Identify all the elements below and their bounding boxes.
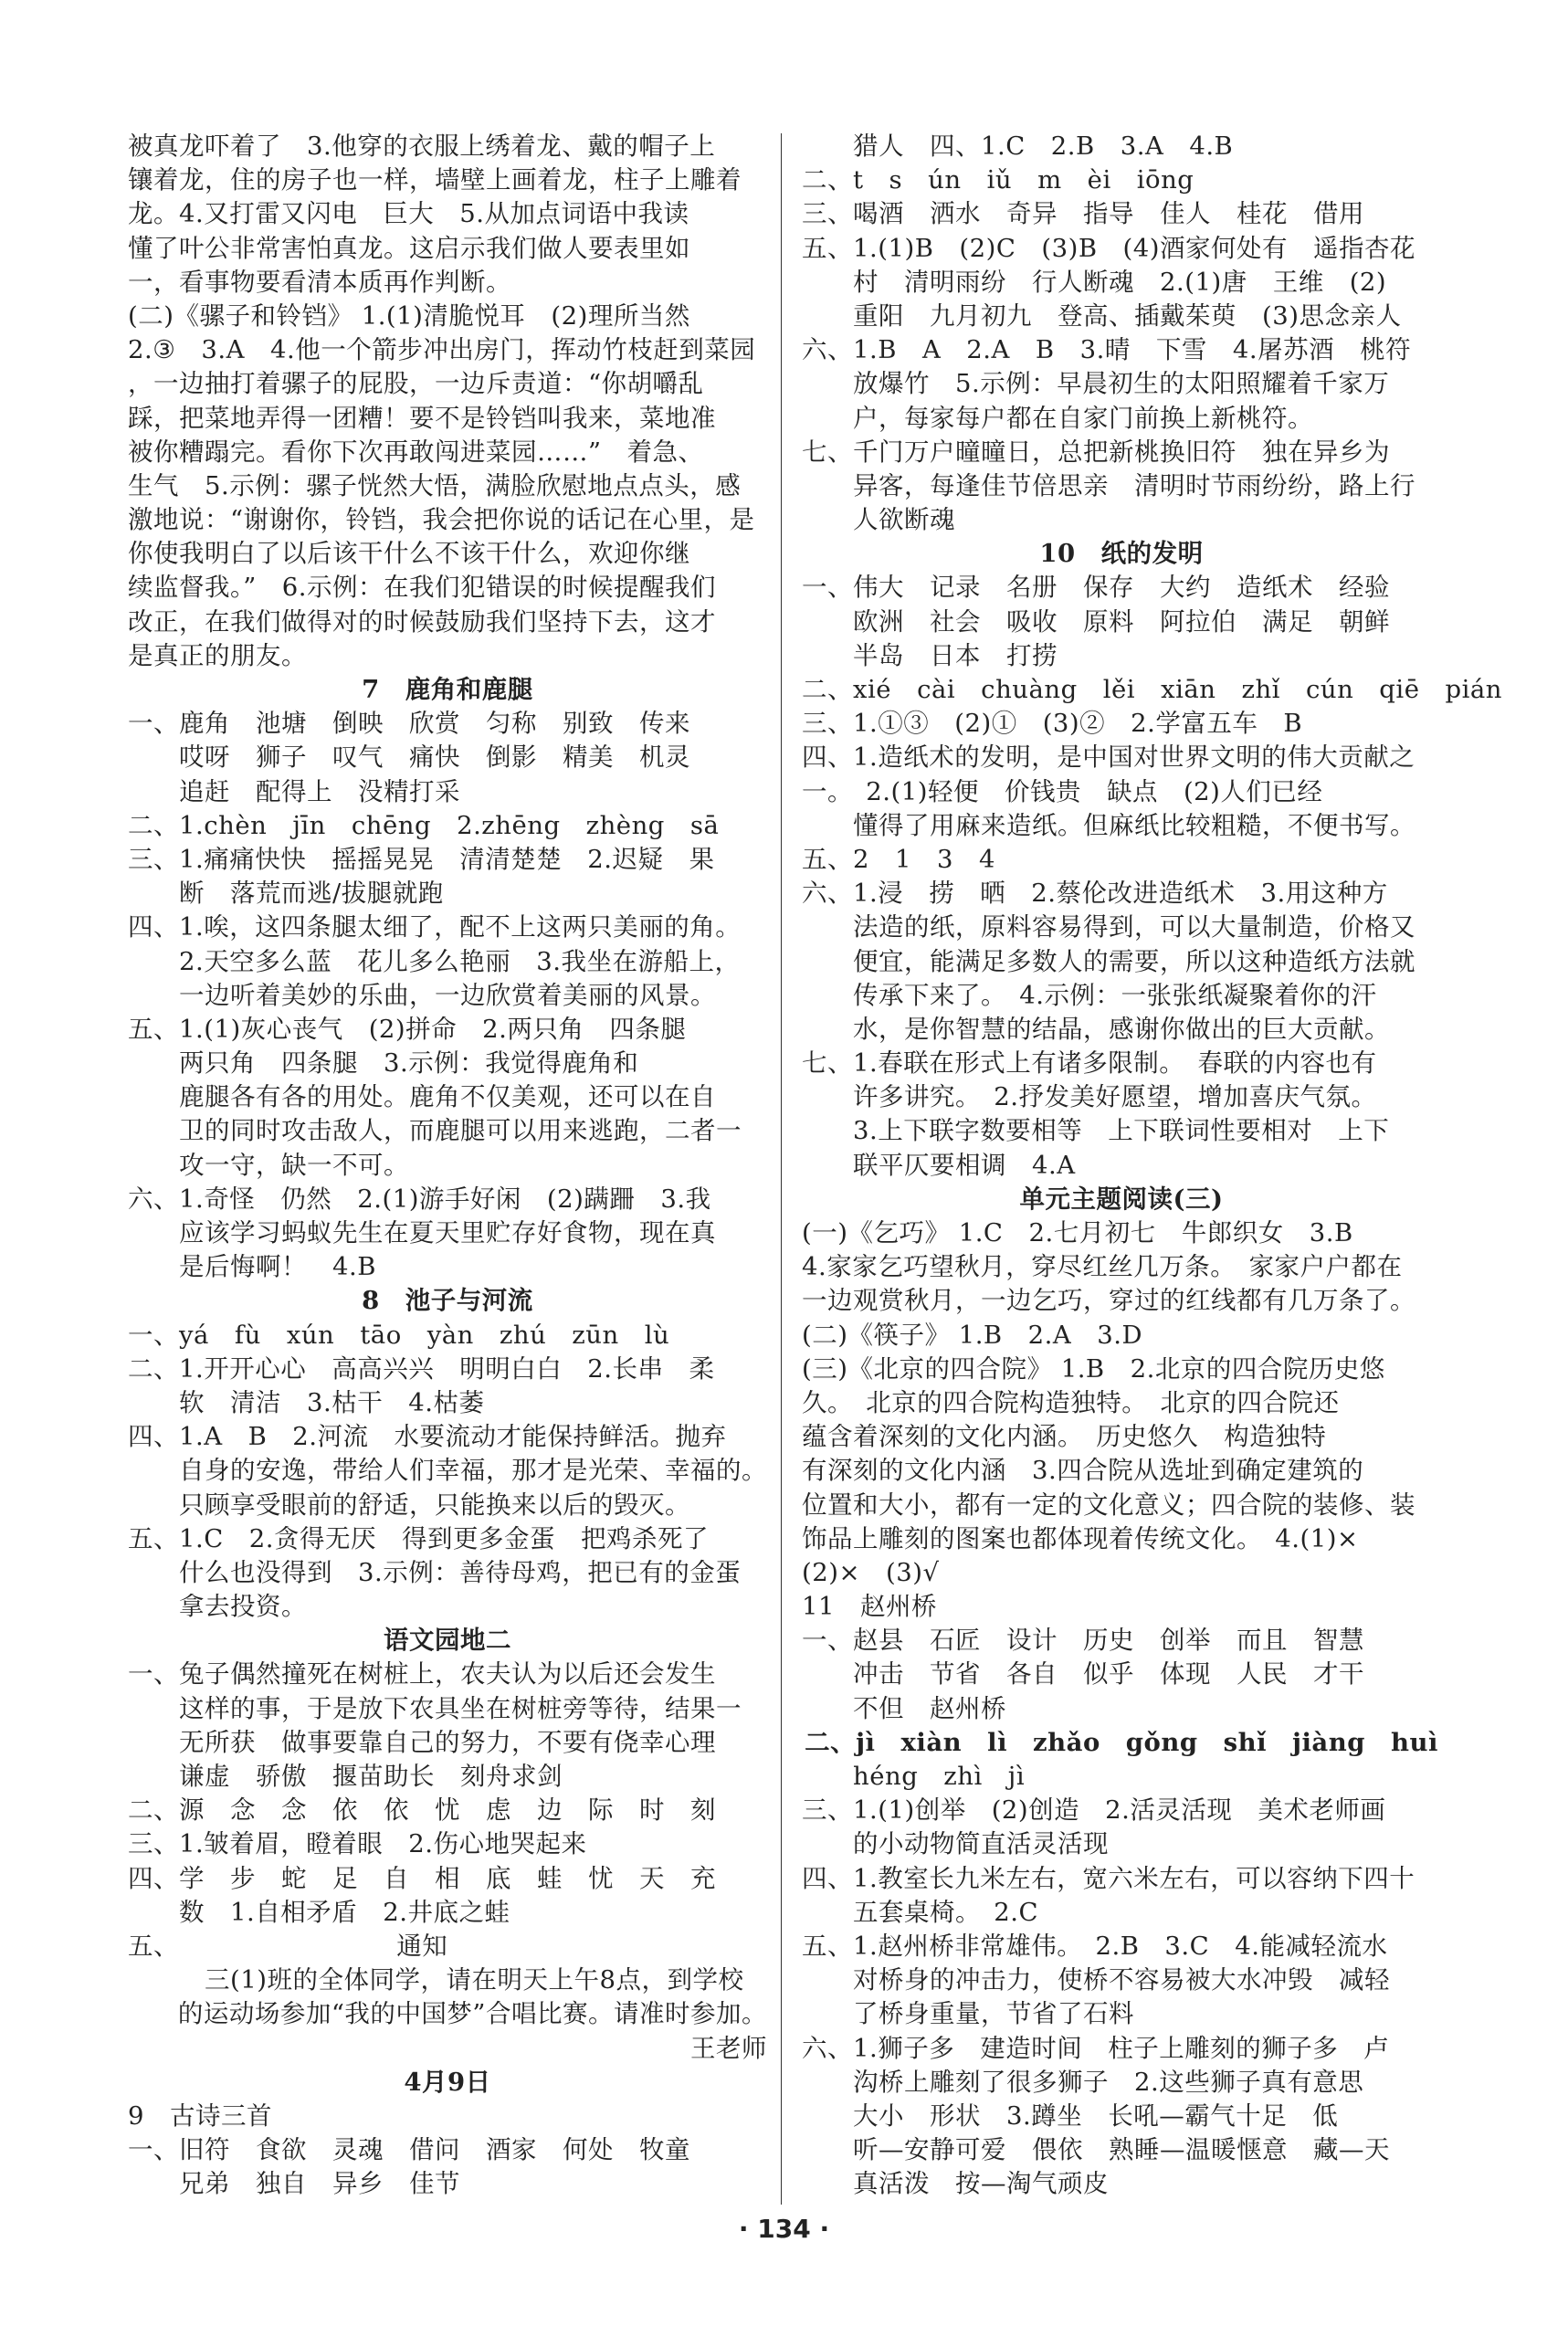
answer-line: 鹿腿各有各的用处。鹿角不仅美观，还可以在自 xyxy=(128,1082,716,1112)
answer-line: 四、学 步 蛇 足 自 相 底 蛙 忧 天 充 xyxy=(128,1863,716,1893)
answer-line: 冲击 节省 各自 似乎 体现 人民 才干 xyxy=(802,1659,1364,1690)
answer-line: 谦虚 骄傲 揠苗助长 刻舟求剑 xyxy=(128,1762,563,1791)
answer-line: 五、1.赵州桥非常雄伟。 2.B 3.C 4.能减轻流水 xyxy=(802,1931,1388,1961)
answer-line: 四、1.教室长九米左右，宽六米左右，可以容纳下四十 xyxy=(802,1863,1415,1893)
section-title: 单元主题阅读(三) xyxy=(1019,1184,1224,1214)
notice-signature-line: 王老师 xyxy=(690,2033,767,2063)
answer-line: 二、t s ún iǔ m èi iōng xyxy=(802,165,1194,195)
answer-line: 卫的同时攻击敌人，而鹿腿可以用来逃跑，二者一 xyxy=(128,1116,742,1146)
section-title: 7 鹿角和鹿腿 xyxy=(362,675,533,704)
section-title: 8 池子与河流 xyxy=(362,1286,533,1316)
answer-line: 2.③ 3.A 4.他一个箭步冲出房门，挥动竹枝赶到菜园 xyxy=(128,335,756,365)
answer-line: 被真龙吓着了 3.他穿的衣服上绣着龙、戴的帽子上 xyxy=(128,132,716,161)
answer-line: 3.上下联字数要相等 上下联词性要相对 上下 xyxy=(802,1116,1390,1146)
answer-line: 的小动物简直活灵活现 xyxy=(802,1829,1109,1859)
answer-line: 续监督我。” 6.示例：在我们犯错误的时候提醒我们 xyxy=(128,573,717,603)
answer-line: 一边观赏秋月，一边乞巧，穿过的红线都有几万条了。 xyxy=(802,1286,1415,1316)
answer-line: 只顾享受眼前的舒适，只能换来以后的毁灭。 xyxy=(128,1490,690,1520)
answer-line: 二、1.chèn jīn chēng 2.zhēng zhèng sā xyxy=(128,810,720,840)
answer-line: (二)《骡子和铃铛》 1.(1)清脆悦耳 (2)理所当然 xyxy=(128,300,690,331)
answer-line: (二)《筷子》 1.B 2.A 3.D xyxy=(802,1320,1143,1350)
answer-line: 改正，在我们做得对的时候鼓励我们坚持下去，这才 xyxy=(128,606,716,637)
answer-line: 踩，把菜地弄得一团糟！要不是铃铛叫我来，菜地准 xyxy=(128,403,716,433)
answer-line: 二、源 念 念 依 依 忧 虑 边 际 时 刻 xyxy=(128,1795,716,1826)
answer-line: 断 落荒而逃/拔腿就跑 xyxy=(128,879,444,909)
answer-line: (三)《北京的四合院》 1.B 2.北京的四合院历史悠 xyxy=(802,1353,1385,1384)
page-number: · 134 · xyxy=(738,2214,830,2244)
answer-line: 欧洲 社会 吸收 原料 阿拉伯 满足 朝鲜 xyxy=(802,606,1390,637)
answer-line: 三、1.皱着眉，瞪着眼 2.伤心地哭起来 xyxy=(128,1829,587,1859)
answer-line: 六、1.B A 2.A B 3.晴 下雪 4.屠苏酒 桃符 xyxy=(802,335,1412,365)
answer-line: 一、鹿角 池塘 倒映 欣赏 匀称 别致 传来 xyxy=(128,709,690,739)
answer-line: 放爆竹 5.示例：早晨初生的太阳照耀着千家万 xyxy=(802,369,1390,399)
answer-line: 村 清明雨纷 行人断魂 2.(1)唐 王维 (2) xyxy=(802,267,1387,297)
answer-line: 是真正的朋友。 xyxy=(128,640,307,670)
answer-line: 懂得了用麻来造纸。但麻纸比较粗糙，不便书写。 xyxy=(802,810,1415,840)
answer-line: 攻一守，缺一不可。 xyxy=(128,1150,409,1180)
answer-line: 了桥身重量，节省了石料 xyxy=(802,1999,1134,2029)
answer-line: (2)× (3)√ xyxy=(802,1557,940,1587)
answer-line: 六、1.狮子多 建造时间 柱子上雕刻的狮子多 卢 xyxy=(802,2033,1390,2063)
answer-line: 蕴含着深刻的文化内涵。 历史悠久 构造独特 xyxy=(802,1422,1327,1452)
answer-line: 自身的安逸，带给人们幸福，那才是光荣、幸福的。 xyxy=(128,1456,767,1486)
answer-line: 一、伟大 记录 名册 保存 大约 造纸术 经验 xyxy=(802,573,1390,603)
answer-line: 法造的纸，原料容易得到，可以大量制造，价格又 xyxy=(802,912,1415,942)
answer-line: 七、1.春联在形式上有诸多限制。 春联的内容也有 xyxy=(802,1048,1377,1079)
answer-line: 数 1.自相矛盾 2.井底之蛙 xyxy=(128,1897,510,1927)
answer-line: 重阳 九月初九 登高、插戴茱萸 (3)思念亲人 xyxy=(802,300,1402,331)
answer-line: 五、1.(1)B (2)C (3)B (4)酒家何处有 遥指杏花 xyxy=(802,233,1416,263)
answer-line: 猎人 四、1.C 2.B 3.A 4.B xyxy=(802,132,1234,161)
answer-line: 久。 北京的四合院构造独特。 北京的四合院还 xyxy=(802,1387,1340,1417)
answer-line: 大小 形状 3.蹲坐 长吼—霸气十足 低 xyxy=(802,2100,1339,2131)
section-title: 4月9日 xyxy=(404,2067,491,2097)
answer-line: héng zhì jì xyxy=(802,1762,1026,1791)
answer-line: 四、1.A B 2.河流 水要流动才能保持鲜活。抛弃 xyxy=(128,1422,727,1452)
page-number-value: 134 xyxy=(757,2214,811,2244)
answer-line: 饰品上雕刻的图案也都体现着传统文化。 4.(1)× xyxy=(802,1523,1359,1553)
answer-line: 异客，每逢佳节倍思亲 清明时节雨纷纷，路上行 xyxy=(802,470,1415,500)
column-divider xyxy=(781,133,782,2205)
answer-line: 这样的事，于是放下农具坐在树桩旁等待，结果一 xyxy=(128,1693,742,1723)
answer-line: 二、xié cài chuàng lěi xiān zhǐ cún qiē pián xyxy=(802,675,1502,704)
answer-line: 听—安静可爱 偎依 熟睡—温暖惬意 藏—天 xyxy=(802,2135,1390,2165)
answer-line: 三、1.痛痛快快 摇摇晃晃 清清楚楚 2.迟疑 果 xyxy=(128,844,715,874)
answer-line: 户，每家每户都在自家门前换上新桃符。 xyxy=(802,403,1313,433)
answer-line: 生气 5.示例：骡子恍然大悟，满脸欣慰地点点头，感 xyxy=(128,470,742,500)
answer-line: 哎呀 狮子 叹气 痛快 倒影 精美 机灵 xyxy=(128,742,690,773)
section-title: 10 纸的发明 xyxy=(1039,539,1204,569)
answer-line: ，一边抽打着骡子的屁股，一边斥责道：“你胡嚼乱 xyxy=(128,369,704,399)
answer-line: 五、2 1 3 4 xyxy=(802,844,995,874)
answer-line: 对桥身的冲击力，使桥不容易被大水冲毁 减轻 xyxy=(802,1965,1390,1995)
answer-line: 三、喝酒 洒水 奇异 指导 佳人 桂花 借用 xyxy=(802,199,1364,229)
answer-line: 被你糟蹋完。看你下次再敢闯进菜园……” 着急、 xyxy=(128,437,704,467)
answer-line: 三、1.①③ (2)① (3)② 2.学富五车 B xyxy=(802,709,1303,739)
answer-line: 软 清洁 3.枯干 4.枯萎 xyxy=(128,1387,485,1417)
answer-line: 沟桥上雕刻了很多狮子 2.这些狮子真有意思 xyxy=(802,2067,1364,2097)
answer-line: 懂了叶公非常害怕真龙。这启示我们做人要表里如 xyxy=(128,233,690,263)
notice-signature-line: 的运动场参加“我的中国梦”合唱比赛。请准时参加。 xyxy=(177,1999,767,2029)
answer-line: (一)《乞巧》 1.C 2.七月初七 牛郎织女 3.B xyxy=(802,1218,1353,1247)
answer-line: 人欲断魂 xyxy=(802,505,955,535)
answer-line: 什么也没得到 3.示例：善待母鸡，把已有的金蛋 xyxy=(128,1557,742,1587)
answer-line: 一边听着美妙的乐曲，一边欣赏着美丽的风景。 xyxy=(128,980,716,1010)
answer-line: 兄弟 独自 异乡 佳节 xyxy=(128,2169,460,2199)
answer-line: 龙。4.又打雷又闪电 巨大 5.从加点词语中我读 xyxy=(128,199,689,229)
answer-line: 五套桌椅。 2.C xyxy=(802,1897,1039,1927)
answer-line: 位置和大小，都有一定的文化意义；四合院的装修、装 xyxy=(802,1490,1415,1520)
answer-line: 六、1.浸 捞 晒 2.蔡伦改进造纸术 3.用这种方 xyxy=(802,879,1388,909)
answer-line: 2.天空多么蓝 花儿多么艳丽 3.我坐在游船上， xyxy=(128,946,741,976)
answer-line: 三(1)班的全体同学，请在明天上午8点，到学校 xyxy=(128,1965,744,1995)
answer-line: 联平仄要相调 4.A xyxy=(802,1150,1076,1180)
answer-line: 真活泼 按—淘气顽皮 xyxy=(802,2169,1109,2199)
answer-line: 便宜，能满足多数人的需要，所以这种造纸方法就 xyxy=(802,946,1415,976)
answer-line: 六、1.奇怪 仍然 2.(1)游手好闲 (2)蹒跚 3.我 xyxy=(128,1184,711,1214)
left-column xyxy=(128,130,767,2201)
answer-line: 五、 通知 xyxy=(128,1931,448,1961)
answer-line: 一，看事物要看清本质再作判断。 xyxy=(128,267,511,297)
answer-line: 4.家家乞巧望秋月，穿尽红丝几万条。 家家户户都在 xyxy=(802,1252,1403,1282)
answer-line: 五、1.(1)灰心丧气 (2)拼命 2.两只角 四条腿 xyxy=(128,1014,687,1044)
answer-line: 追赶 配得上 没精打采 xyxy=(128,776,460,806)
answer-line: 9 古诗三首 xyxy=(128,2100,272,2131)
section-title: 语文园地二 xyxy=(384,1626,511,1656)
answer-line: 镶着龙，住的房子也一样，墙壁上画着龙，柱子上雕着 xyxy=(128,165,742,195)
answer-line: 一、兔子偶然撞死在树桩上，农夫认为以后还会发生 xyxy=(128,1659,716,1690)
answer-line: 激地说：“谢谢你，铃铛，我会把你说的话记在心里，是 xyxy=(128,505,755,535)
answer-line: 传承下来了。 4.示例：一张张纸凝聚着你的汗 xyxy=(802,980,1377,1010)
answer-line: 七、千门万户曈曈日，总把新桃换旧符 独在异乡为 xyxy=(802,437,1390,467)
answer-line: 一、赵县 石匠 设计 历史 创举 而且 智慧 xyxy=(802,1626,1364,1656)
answer-line: 一。 2.(1)轻便 价钱贵 缺点 (2)人们已经 xyxy=(802,776,1323,806)
answer-line: 四、1.造纸术的发明，是中国对世界文明的伟大贡献之 xyxy=(802,742,1415,773)
section-title: 二、jì xiàn lì zhǎo gǒng shǐ jiàng huì xyxy=(805,1727,1438,1757)
answer-line: 不但 赵州桥 xyxy=(802,1693,1006,1723)
answer-line: 水，是你智慧的结晶，感谢你做出的巨大贡献。 xyxy=(802,1014,1390,1044)
answer-line: 有深刻的文化内涵 3.四合院从选址到确定建筑的 xyxy=(802,1456,1364,1486)
answer-line: 二、1.开开心心 高高兴兴 明明白白 2.长串 柔 xyxy=(128,1353,715,1384)
answer-line: 两只角 四条腿 3.示例：我觉得鹿角和 xyxy=(128,1048,639,1079)
answer-line: 一、旧符 食欲 灵魂 借问 酒家 何处 牧童 xyxy=(128,2135,690,2165)
answer-line: 11 赵州桥 xyxy=(802,1592,937,1622)
answer-line: 四、1.唉，这四条腿太细了，配不上这两只美丽的角。 xyxy=(128,912,742,942)
answer-line: 是后悔啊！ 4.B xyxy=(128,1252,376,1282)
answer-line: 拿去投资。 xyxy=(128,1592,307,1622)
answer-line: 无所获 做事要靠自己的努力，不要有侥幸心理 xyxy=(128,1727,716,1757)
answer-line: 应该学习蚂蚁先生在夏天里贮存好食物，现在真 xyxy=(128,1218,716,1247)
answer-line: 三、1.(1)创举 (2)创造 2.活灵活现 美术老师画 xyxy=(802,1795,1386,1826)
right-column xyxy=(802,130,1502,2201)
answer-line: 你使我明白了以后该干什么不该干什么，欢迎你继 xyxy=(128,539,690,569)
answer-line: 五、1.C 2.贪得无厌 得到更多金蛋 把鸡杀死了 xyxy=(128,1523,710,1553)
answer-line: 许多讲究。 2.抒发美好愿望，增加喜庆气氛。 xyxy=(802,1082,1377,1112)
answer-line: 半岛 日本 打捞 xyxy=(802,640,1058,670)
answer-line: 一、yá fù xún tāo yàn zhú zūn lù xyxy=(128,1320,670,1350)
